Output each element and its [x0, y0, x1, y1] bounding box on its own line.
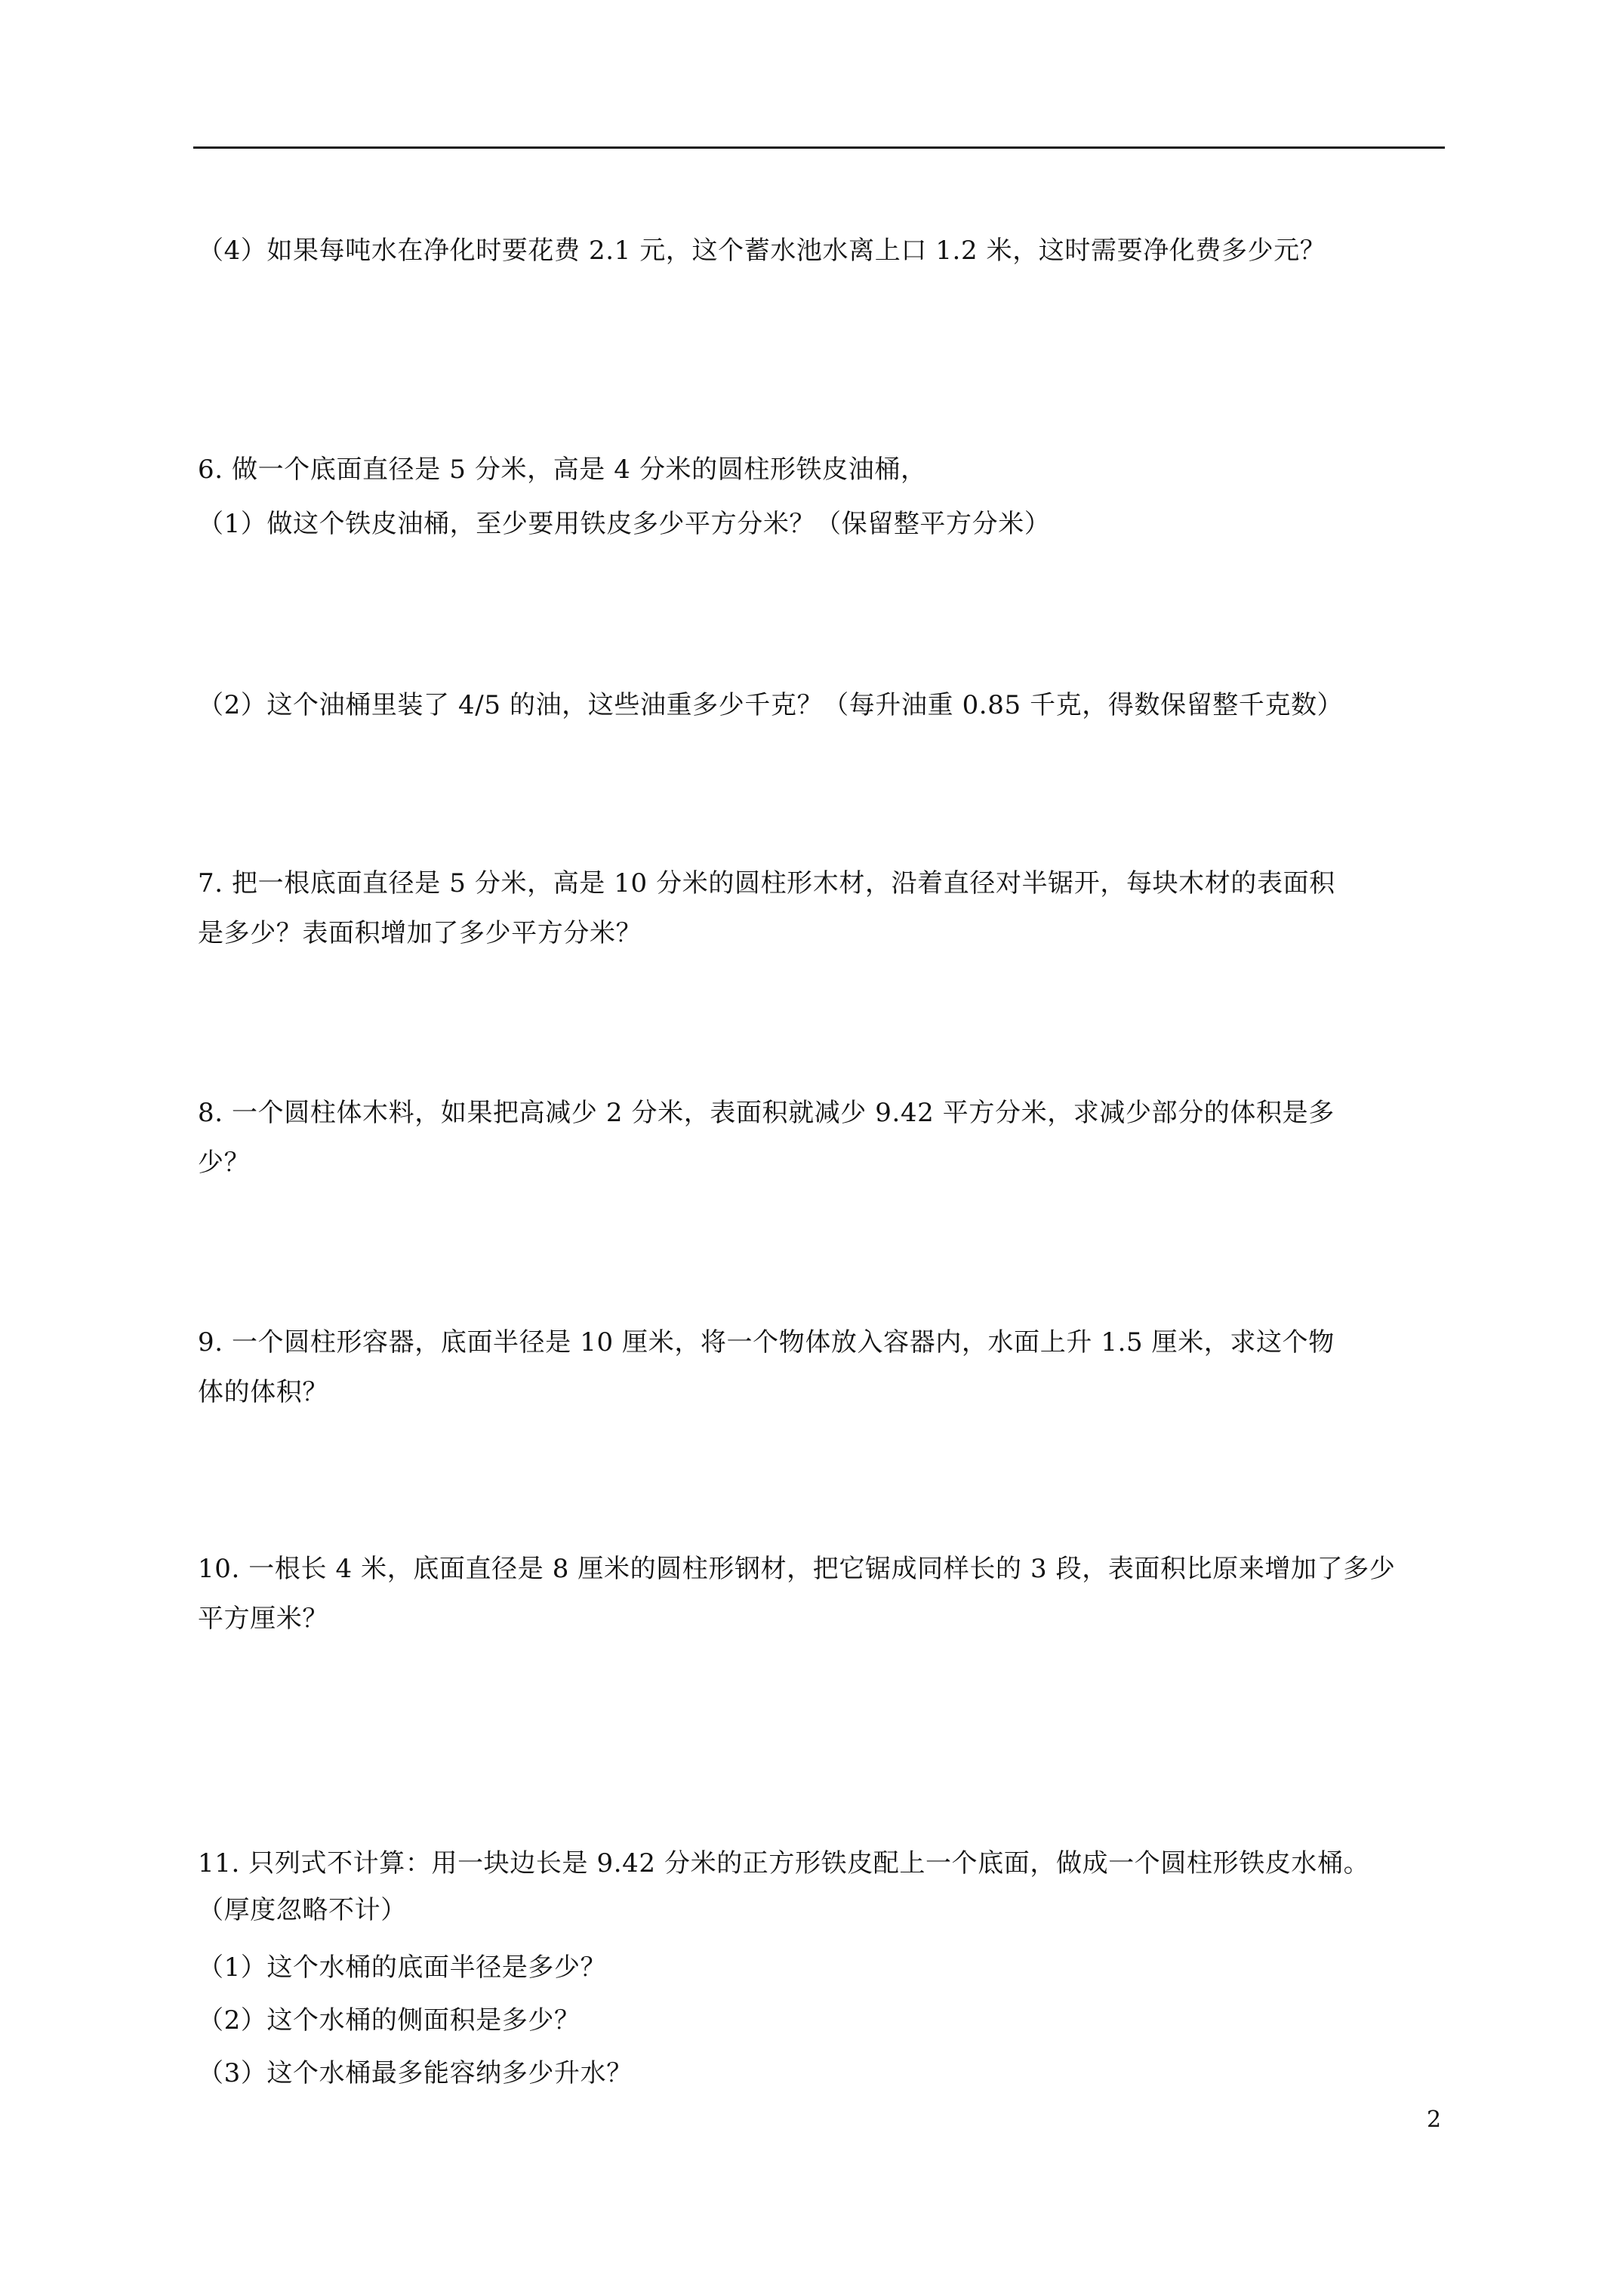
question-11-part-3: （3）这个水桶最多能容纳多少升水？: [198, 2058, 633, 2088]
question-6-part-2: （2）这个油桶里装了 4/5 的油，这些油重多少千克？（每升油重 0.85 千克，得数保留整千克数）: [198, 690, 1344, 720]
question-11-line-2: （厚度忽略不计）: [198, 1895, 407, 1925]
question-10-line-2: 平方厘米？: [198, 1604, 328, 1634]
question-6-text: 6. 做一个底面直径是 5 分米，高是 4 分米的圆柱形铁皮油桶，: [198, 455, 927, 485]
header-rule: [193, 146, 1445, 149]
question-8-line-2: 少？: [198, 1148, 251, 1178]
question-11-part-1: （1）这个水桶的底面半径是多少？: [198, 1952, 607, 1983]
question-9-line-2: 体的体积？: [198, 1377, 328, 1407]
question-7-line-2: 是多少？表面积增加了多少平方分米？: [198, 918, 642, 948]
question-7-line-1: 7. 把一根底面直径是 5 分米，高是 10 分米的圆柱形木材，沿着直径对半锯开，每块木材的表面积: [198, 868, 1335, 898]
question-5-part-4: （4）如果每吨水在净化时要花费 2.1 元，这个蓄水池水离上口 1.2 米，这时需要净化费多少元？: [198, 236, 1326, 266]
question-10-line-1: 10. 一根长 4 米，底面直径是 8 厘米的圆柱形钢材，把它锯成同样长的 3 段，表面积比原来增加了多少: [198, 1554, 1396, 1584]
question-11-part-2: （2）这个水桶的侧面积是多少？: [198, 2005, 581, 2036]
page-number: 2: [1427, 2106, 1442, 2133]
question-6-part-1: （1）做这个铁皮油桶，至少要用铁皮多少平方分米？（保留整平方分米）: [198, 509, 1051, 539]
question-11-line-1: 11. 只列式不计算：用一块边长是 9.42 分米的正方形铁皮配上一个底面，做成一个圆柱形铁皮水桶。: [198, 1848, 1370, 1878]
question-8-line-1: 8. 一个圆柱体木料，如果把高减少 2 分米，表面积就减少 9.42 平方分米，求减少部分的体积是多: [198, 1098, 1335, 1128]
question-9-line-1: 9. 一个圆柱形容器，底面半径是 10 厘米，将一个物体放入容器内，水面上升 1.5 厘米，求这个物: [198, 1327, 1335, 1358]
